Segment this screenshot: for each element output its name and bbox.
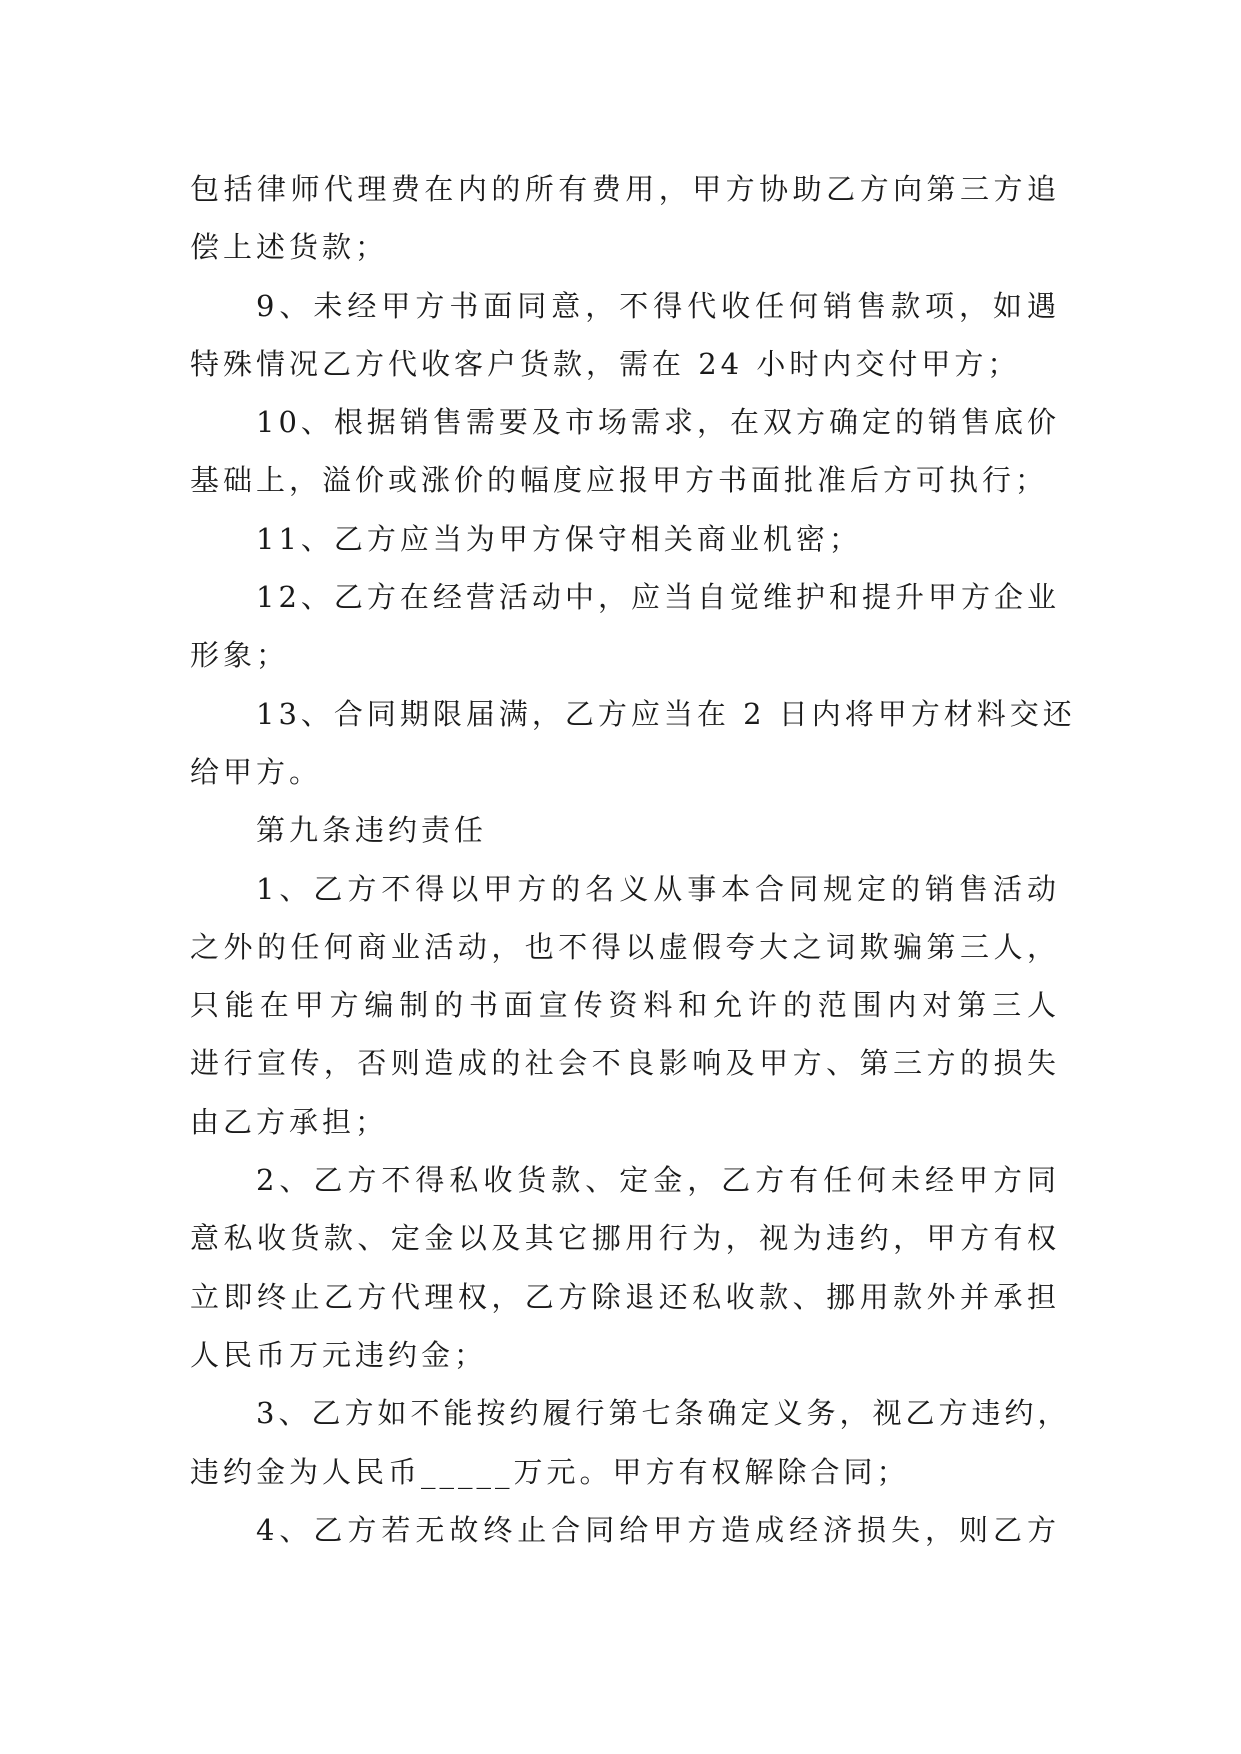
text-line: 之外的任何商业活动，也不得以虚假夸大之词欺骗第三人， [190, 929, 1060, 964]
text-line: 10、根据销售需要及市场需求，在双方确定的销售底价 [256, 405, 1060, 440]
text-line: 意私收货款、定金以及其它挪用行为，视为违约，甲方有权 [190, 1221, 1060, 1256]
text-line: 4、乙方若无故终止合同给甲方造成经济损失，则乙方 [256, 1512, 1060, 1547]
text-line: 13、合同期限届满，乙方应当在 2 日内将甲方材料交还 [256, 696, 1076, 731]
text-line: 形象； [190, 638, 290, 673]
text-line: 基础上，溢价或涨价的幅度应报甲方书面批准后方可执行； [190, 463, 1049, 498]
text-line: 包括律师代理费在内的所有费用，甲方协助乙方向第三方追 [190, 172, 1060, 206]
text-line: 偿上述货款； [190, 230, 389, 265]
document-body [190, 160, 1076, 1559]
text-line: 1、乙方不得以甲方的名义从事本合同规定的销售活动 [256, 871, 1060, 906]
text-line: 2、乙方不得私收货款、定金，乙方有任何未经甲方同 [256, 1163, 1060, 1198]
text-line: 11、乙方应当为甲方保守相关商业机密； [256, 521, 862, 556]
text-line: 违约金为人民币_____万元。甲方有权解除合同； [190, 1454, 910, 1489]
text-line: 9、未经甲方书面同意，不得代收任何销售款项，如遇 [256, 288, 1060, 323]
text-line: 进行宣传，否则造成的社会不良影响及甲方、第三方的损失 [190, 1046, 1060, 1081]
text-line: 给甲方。 [190, 754, 323, 789]
text-line: 特殊情况乙方代收客户货款，需在 24 小时内交付甲方； [190, 346, 1021, 381]
text-line: 只能在甲方编制的书面宣传资料和允许的范围内对第三人 [190, 988, 1060, 1023]
text-line: 立即终止乙方代理权，乙方除退还私收款、挪用款外并承担 [190, 1279, 1060, 1314]
text-line: 3、乙方如不能按约履行第七条确定义务，视乙方违约， [256, 1396, 1071, 1431]
text-line: 由乙方承担； [190, 1104, 389, 1139]
text-line: 人民币万元违约金； [190, 1337, 488, 1372]
text-line: 12、乙方在经营活动中，应当自觉维护和提升甲方企业 [256, 580, 1060, 615]
section-heading: 第九条违约责任 [256, 813, 488, 848]
